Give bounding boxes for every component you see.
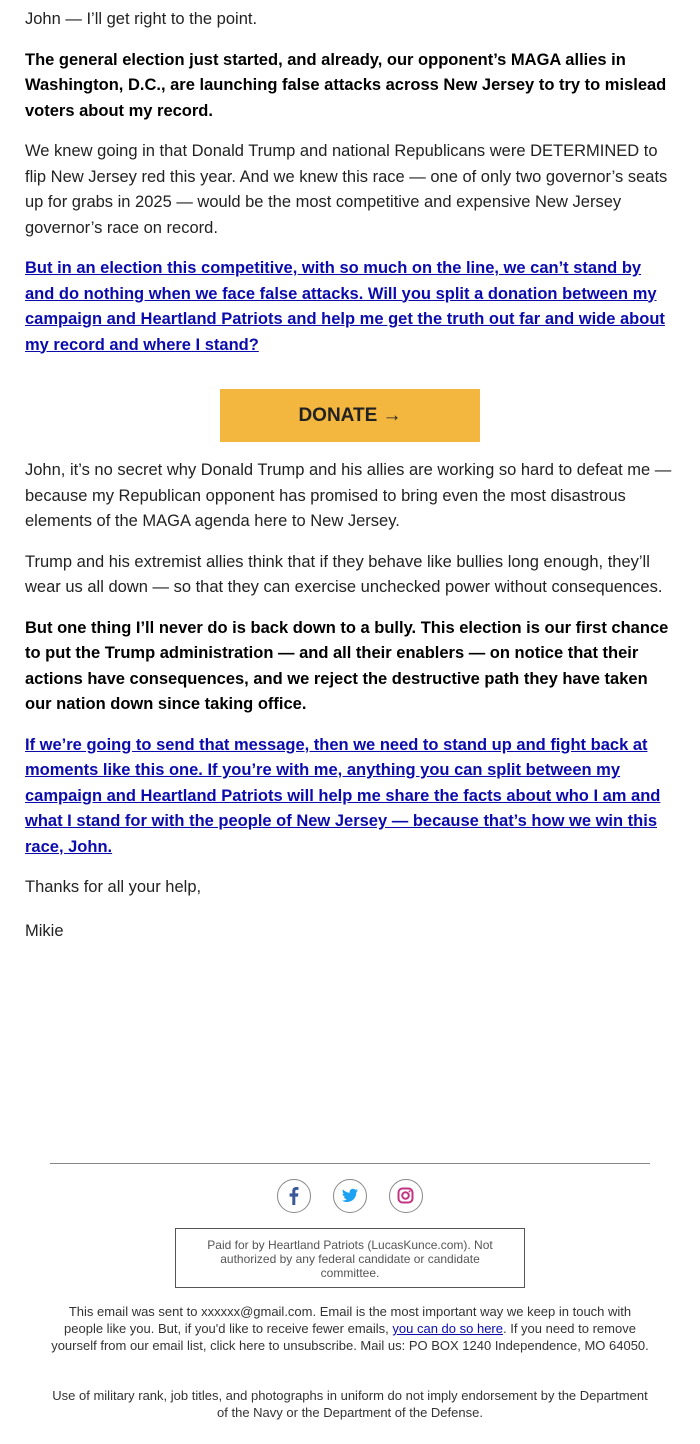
thanks-line: Thanks for all your help, xyxy=(25,878,202,896)
email-body-bottom xyxy=(25,458,673,959)
legal-text-1: This email was sent to xyxy=(68,1304,202,1319)
legal-text-2: . Email is the most important way we keep in touch with people like you. But, if you'd like to receive fewer emails, xyxy=(64,1304,632,1336)
facebook-icon[interactable] xyxy=(277,1179,311,1213)
cta-paragraph-1 xyxy=(25,256,673,358)
twitter-icon[interactable] xyxy=(333,1179,367,1213)
donate-button-container xyxy=(220,389,480,442)
signature: Mikie xyxy=(25,921,64,940)
donate-button[interactable]: DONATE → xyxy=(220,389,480,442)
legal-text-3: . If you need to remove yourself from our email list, click here to unsubscribe. Mail us: PO BOX 1240 Independence, MO 64050. xyxy=(51,1321,649,1353)
instagram-icon[interactable] xyxy=(389,1179,423,1213)
email-body-top xyxy=(25,7,673,373)
recipient-email: xxxxxx@gmail.com xyxy=(201,1304,313,1319)
social-links xyxy=(0,1179,700,1215)
context-paragraph: We knew going in that Donald Trump and national Republicans were DETERMINED to flip New Jersey red this year. And we knew this race — one of only two governor’s seats up for grabs in 2025 — would be the most competitive and expensive New Jersey governor’s race on record. xyxy=(25,142,668,237)
intro-bold-paragraph: The general election just started, and already, our opponent’s MAGA allies in Washington, D.C., are launching false attacks across New Jersey to try to mislead voters about my record. xyxy=(25,50,667,120)
footer-divider xyxy=(50,1163,650,1164)
paid-for-disclaimer: Paid for by Heartland Patriots (LucasKunce.com). Not authorized by any federal candidate or candidate committee. xyxy=(175,1228,525,1288)
donate-link-1[interactable]: But in an election this competitive, with so much on the line, we can’t stand by and do nothing when we face false attacks. Will you split a donation between my campaign and Heartland Patriots and help me get the truth out far and wide about my record and where I stand? xyxy=(25,259,665,354)
trump-allies-paragraph: John, it’s no secret why Donald Trump and his allies are working so hard to defeat me — because my Republican opponent has promised to bring even the most disastrous elements of the MAGA agenda here to New Jersey. xyxy=(25,461,672,530)
military-disclaimer: Use of military rank, job titles, and photographs in uniform do not imply endorsement by the Department of the Navy or the Department of the Defense. xyxy=(52,1388,648,1420)
legal-notice xyxy=(50,1303,650,1354)
donate-link-2[interactable]: If we’re going to send that message, then we need to stand up and fight back at moments like this one. If you’re with me, anything you can split between my campaign and Heartland Patriots will help me share the facts about who I am and what I stand for with the people of New Jersey — because that’s how we win this race, John. xyxy=(25,735,661,856)
greeting: John — I’ll get right to the point. xyxy=(25,10,258,28)
bullies-paragraph: Trump and his extremist allies think that if they behave like bullies long enough, they’ll wear us all down — so that they can exercise unchecked power without consequences. xyxy=(25,552,663,596)
fewer-emails-link[interactable]: you can do so here xyxy=(392,1321,503,1336)
back-down-bold-paragraph: But one thing I’ll never do is back down to a bully. This election is our first chance to put the Trump administration — and all their enablers — on notice that their actions have consequences, and we reject the destructive path they have taken our nation down since taking office. xyxy=(25,618,669,713)
cta-paragraph-2 xyxy=(25,733,673,861)
